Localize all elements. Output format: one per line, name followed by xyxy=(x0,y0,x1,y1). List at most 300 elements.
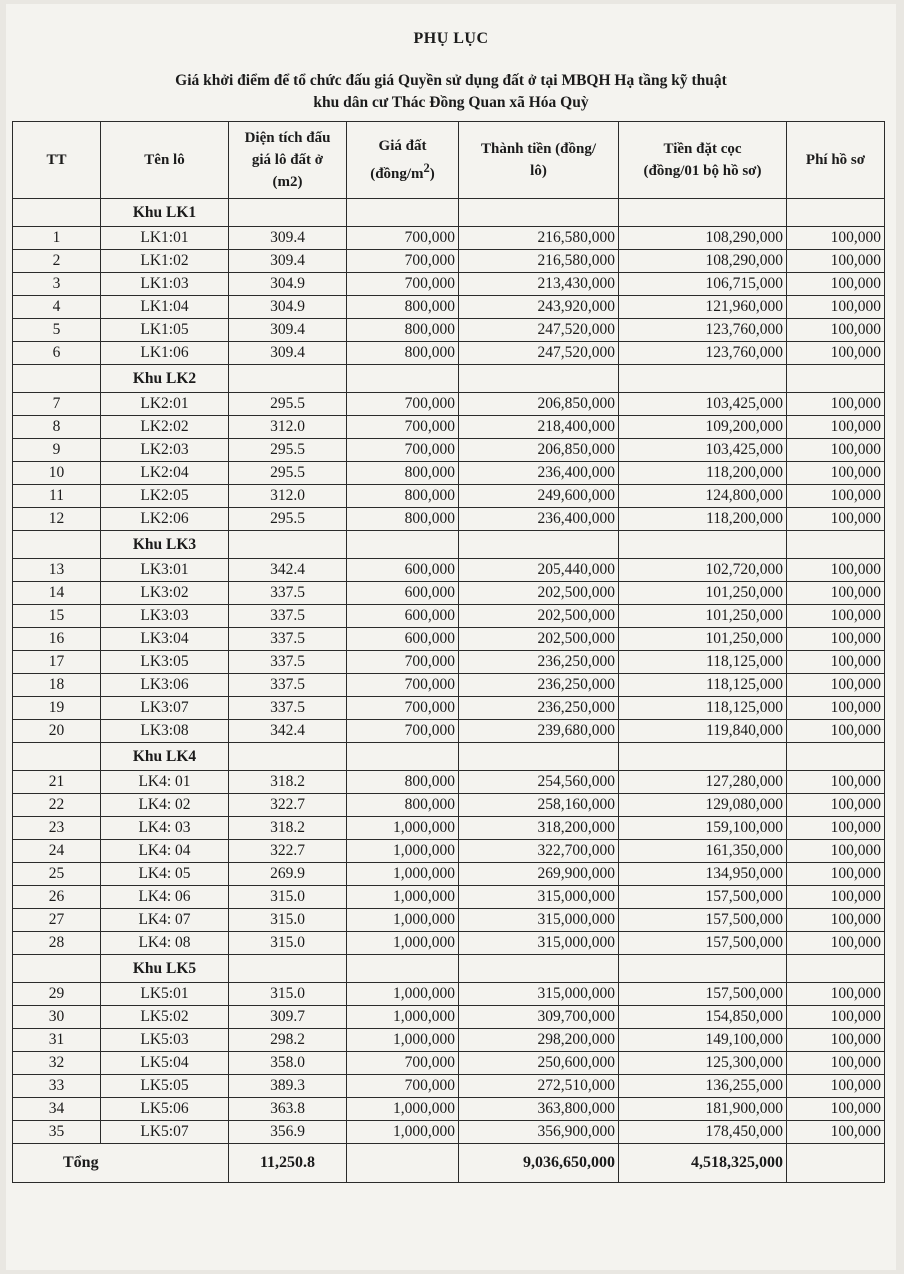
page-heading: PHỤ LỤC xyxy=(413,30,489,47)
cell-lot: LK1:05 xyxy=(101,319,229,342)
cell-price: 1,000,000 xyxy=(347,1121,459,1144)
zone-empty-cell xyxy=(459,365,619,393)
cell-amount: 315,000,000 xyxy=(459,886,619,909)
cell-tt: 1 xyxy=(13,227,101,250)
table-row xyxy=(13,794,885,817)
zone-name: Khu LK1 xyxy=(101,199,229,227)
zone-header-row xyxy=(13,531,885,559)
cell-area: 295.5 xyxy=(229,393,347,416)
cell-price: 700,000 xyxy=(347,393,459,416)
cell-lot: LK5:03 xyxy=(101,1029,229,1052)
document-page xyxy=(6,4,896,1270)
cell-deposit: 136,255,000 xyxy=(619,1075,787,1098)
cell-tt: 22 xyxy=(13,794,101,817)
cell-deposit: 125,300,000 xyxy=(619,1052,787,1075)
zone-header-row xyxy=(13,365,885,393)
cell-price: 700,000 xyxy=(347,439,459,462)
zone-empty-cell xyxy=(347,199,459,227)
cell-lot: LK5:05 xyxy=(101,1075,229,1098)
cell-deposit: 123,760,000 xyxy=(619,319,787,342)
cell-deposit: 161,350,000 xyxy=(619,840,787,863)
zone-empty-cell xyxy=(13,531,101,559)
table-row xyxy=(13,605,885,628)
table-row xyxy=(13,250,885,273)
cell-area: 304.9 xyxy=(229,273,347,296)
cell-area: 337.5 xyxy=(229,651,347,674)
total-row xyxy=(13,1144,885,1183)
table-body xyxy=(13,199,885,1144)
cell-amount: 298,200,000 xyxy=(459,1029,619,1052)
cell-tt: 20 xyxy=(13,720,101,743)
cell-deposit: 181,900,000 xyxy=(619,1098,787,1121)
cell-price: 1,000,000 xyxy=(347,840,459,863)
table-row xyxy=(13,393,885,416)
table-row xyxy=(13,319,885,342)
cell-tt: 26 xyxy=(13,886,101,909)
cell-area: 304.9 xyxy=(229,296,347,319)
cell-deposit: 108,290,000 xyxy=(619,227,787,250)
table-row xyxy=(13,932,885,955)
cell-lot: LK4: 06 xyxy=(101,886,229,909)
zone-empty-cell xyxy=(787,531,885,559)
zone-name: Khu LK2 xyxy=(101,365,229,393)
cell-lot: LK3:07 xyxy=(101,697,229,720)
zone-name: Khu LK3 xyxy=(101,531,229,559)
cell-fee: 100,000 xyxy=(787,416,885,439)
cell-fee: 100,000 xyxy=(787,932,885,955)
cell-tt: 33 xyxy=(13,1075,101,1098)
cell-fee: 100,000 xyxy=(787,1029,885,1052)
table-row xyxy=(13,227,885,250)
cell-amount: 206,850,000 xyxy=(459,439,619,462)
cell-tt: 6 xyxy=(13,342,101,365)
col-header-deposit: Tiền đặt cọc (đồng/01 bộ hồ sơ) xyxy=(619,122,787,199)
cell-lot: LK5:06 xyxy=(101,1098,229,1121)
cell-deposit: 157,500,000 xyxy=(619,932,787,955)
cell-lot: LK4: 04 xyxy=(101,840,229,863)
cell-area: 358.0 xyxy=(229,1052,347,1075)
cell-tt: 19 xyxy=(13,697,101,720)
cell-amount: 206,850,000 xyxy=(459,393,619,416)
cell-fee: 100,000 xyxy=(787,651,885,674)
zone-empty-cell xyxy=(787,199,885,227)
cell-area: 315.0 xyxy=(229,932,347,955)
cell-price: 700,000 xyxy=(347,250,459,273)
zone-empty-cell xyxy=(347,531,459,559)
zone-empty-cell xyxy=(619,743,787,771)
zone-name: Khu LK5 xyxy=(101,955,229,983)
cell-tt: 23 xyxy=(13,817,101,840)
cell-lot: LK4: 02 xyxy=(101,794,229,817)
table-row xyxy=(13,674,885,697)
total-price-empty xyxy=(347,1144,459,1183)
cell-fee: 100,000 xyxy=(787,605,885,628)
cell-fee: 100,000 xyxy=(787,250,885,273)
cell-fee: 100,000 xyxy=(787,296,885,319)
table-row xyxy=(13,485,885,508)
col-header-lot: Tên lô xyxy=(101,122,229,199)
cell-area: 295.5 xyxy=(229,508,347,531)
cell-lot: LK2:03 xyxy=(101,439,229,462)
cell-amount: 315,000,000 xyxy=(459,909,619,932)
table-row xyxy=(13,508,885,531)
cell-price: 800,000 xyxy=(347,508,459,531)
cell-amount: 205,440,000 xyxy=(459,559,619,582)
subtitle-line-2: khu dân cư Thác Đồng Quan xã Hóa Quỳ xyxy=(313,94,589,111)
cell-lot: LK1:06 xyxy=(101,342,229,365)
cell-amount: 236,250,000 xyxy=(459,697,619,720)
col-header-tt: TT xyxy=(13,122,101,199)
cell-lot: LK4: 01 xyxy=(101,771,229,794)
cell-tt: 25 xyxy=(13,863,101,886)
cell-price: 800,000 xyxy=(347,794,459,817)
cell-area: 295.5 xyxy=(229,462,347,485)
cell-deposit: 127,280,000 xyxy=(619,771,787,794)
cell-amount: 243,920,000 xyxy=(459,296,619,319)
cell-deposit: 134,950,000 xyxy=(619,863,787,886)
col-header-amount: Thành tiền (đồng/ lô) xyxy=(459,122,619,199)
zone-empty-cell xyxy=(13,365,101,393)
cell-deposit: 157,500,000 xyxy=(619,886,787,909)
cell-lot: LK5:07 xyxy=(101,1121,229,1144)
zone-empty-cell xyxy=(459,199,619,227)
cell-deposit: 159,100,000 xyxy=(619,817,787,840)
table-row xyxy=(13,1006,885,1029)
cell-area: 269.9 xyxy=(229,863,347,886)
cell-amount: 202,500,000 xyxy=(459,582,619,605)
cell-price: 800,000 xyxy=(347,771,459,794)
cell-lot: LK4: 07 xyxy=(101,909,229,932)
cell-amount: 236,250,000 xyxy=(459,674,619,697)
cell-amount: 247,520,000 xyxy=(459,319,619,342)
cell-amount: 216,580,000 xyxy=(459,227,619,250)
cell-area: 337.5 xyxy=(229,674,347,697)
zone-header-row xyxy=(13,199,885,227)
table-row xyxy=(13,273,885,296)
cell-area: 318.2 xyxy=(229,817,347,840)
zone-header-row xyxy=(13,955,885,983)
cell-fee: 100,000 xyxy=(787,462,885,485)
cell-price: 1,000,000 xyxy=(347,1006,459,1029)
cell-lot: LK1:01 xyxy=(101,227,229,250)
table-row xyxy=(13,697,885,720)
table-row xyxy=(13,720,885,743)
table-row xyxy=(13,342,885,365)
cell-tt: 13 xyxy=(13,559,101,582)
cell-area: 298.2 xyxy=(229,1029,347,1052)
cell-amount: 250,600,000 xyxy=(459,1052,619,1075)
cell-lot: LK3:03 xyxy=(101,605,229,628)
cell-fee: 100,000 xyxy=(787,909,885,932)
cell-area: 312.0 xyxy=(229,485,347,508)
cell-lot: LK1:03 xyxy=(101,273,229,296)
cell-lot: LK3:04 xyxy=(101,628,229,651)
total-area: 11,250.8 xyxy=(229,1144,347,1183)
cell-amount: 272,510,000 xyxy=(459,1075,619,1098)
cell-price: 700,000 xyxy=(347,674,459,697)
cell-lot: LK5:01 xyxy=(101,983,229,1006)
cell-deposit: 101,250,000 xyxy=(619,628,787,651)
cell-area: 315.0 xyxy=(229,983,347,1006)
cell-price: 1,000,000 xyxy=(347,863,459,886)
zone-empty-cell xyxy=(229,743,347,771)
table-row xyxy=(13,628,885,651)
cell-lot: LK3:02 xyxy=(101,582,229,605)
zone-empty-cell xyxy=(619,199,787,227)
cell-price: 1,000,000 xyxy=(347,932,459,955)
table-row xyxy=(13,559,885,582)
cell-tt: 9 xyxy=(13,439,101,462)
cell-lot: LK3:05 xyxy=(101,651,229,674)
cell-price: 600,000 xyxy=(347,559,459,582)
cell-area: 342.4 xyxy=(229,559,347,582)
cell-fee: 100,000 xyxy=(787,983,885,1006)
cell-tt: 21 xyxy=(13,771,101,794)
cell-lot: LK3:01 xyxy=(101,559,229,582)
cell-lot: LK2:04 xyxy=(101,462,229,485)
zone-empty-cell xyxy=(229,199,347,227)
cell-deposit: 109,200,000 xyxy=(619,416,787,439)
cell-tt: 14 xyxy=(13,582,101,605)
cell-area: 363.8 xyxy=(229,1098,347,1121)
cell-lot: LK2:05 xyxy=(101,485,229,508)
table-row xyxy=(13,1121,885,1144)
cell-lot: LK5:04 xyxy=(101,1052,229,1075)
cell-amount: 315,000,000 xyxy=(459,983,619,1006)
cell-area: 309.4 xyxy=(229,227,347,250)
cell-fee: 100,000 xyxy=(787,485,885,508)
cell-area: 337.5 xyxy=(229,697,347,720)
cell-tt: 12 xyxy=(13,508,101,531)
cell-lot: LK4: 05 xyxy=(101,863,229,886)
cell-amount: 356,900,000 xyxy=(459,1121,619,1144)
cell-tt: 15 xyxy=(13,605,101,628)
cell-fee: 100,000 xyxy=(787,273,885,296)
cell-area: 356.9 xyxy=(229,1121,347,1144)
cell-deposit: 101,250,000 xyxy=(619,605,787,628)
cell-lot: LK2:06 xyxy=(101,508,229,531)
zone-empty-cell xyxy=(459,955,619,983)
cell-tt: 29 xyxy=(13,983,101,1006)
zone-empty-cell xyxy=(787,743,885,771)
cell-deposit: 129,080,000 xyxy=(619,794,787,817)
cell-deposit: 106,715,000 xyxy=(619,273,787,296)
cell-price: 700,000 xyxy=(347,720,459,743)
cell-deposit: 101,250,000 xyxy=(619,582,787,605)
cell-area: 312.0 xyxy=(229,416,347,439)
zone-empty-cell xyxy=(229,365,347,393)
cell-price: 1,000,000 xyxy=(347,886,459,909)
cell-fee: 100,000 xyxy=(787,771,885,794)
table-row xyxy=(13,863,885,886)
cell-price: 800,000 xyxy=(347,319,459,342)
cell-price: 700,000 xyxy=(347,416,459,439)
cell-amount: 202,500,000 xyxy=(459,628,619,651)
cell-amount: 309,700,000 xyxy=(459,1006,619,1029)
cell-amount: 236,400,000 xyxy=(459,462,619,485)
cell-deposit: 124,800,000 xyxy=(619,485,787,508)
cell-price: 800,000 xyxy=(347,296,459,319)
col-header-fee: Phí hồ sơ xyxy=(787,122,885,199)
table-row xyxy=(13,909,885,932)
cell-area: 309.4 xyxy=(229,250,347,273)
cell-fee: 100,000 xyxy=(787,342,885,365)
table-row xyxy=(13,1098,885,1121)
cell-price: 700,000 xyxy=(347,1052,459,1075)
cell-deposit: 118,125,000 xyxy=(619,674,787,697)
cell-price: 700,000 xyxy=(347,227,459,250)
cell-price: 700,000 xyxy=(347,651,459,674)
cell-deposit: 154,850,000 xyxy=(619,1006,787,1029)
zone-name: Khu LK4 xyxy=(101,743,229,771)
zone-empty-cell xyxy=(619,955,787,983)
cell-area: 337.5 xyxy=(229,628,347,651)
zone-empty-cell xyxy=(619,531,787,559)
cell-tt: 16 xyxy=(13,628,101,651)
cell-price: 1,000,000 xyxy=(347,817,459,840)
table-row xyxy=(13,817,885,840)
cell-area: 309.7 xyxy=(229,1006,347,1029)
cell-fee: 100,000 xyxy=(787,840,885,863)
cell-amount: 269,900,000 xyxy=(459,863,619,886)
zone-empty-cell xyxy=(13,955,101,983)
cell-price: 600,000 xyxy=(347,582,459,605)
cell-area: 337.5 xyxy=(229,582,347,605)
cell-fee: 100,000 xyxy=(787,794,885,817)
cell-area: 337.5 xyxy=(229,605,347,628)
table-header-row xyxy=(13,122,885,199)
cell-area: 295.5 xyxy=(229,439,347,462)
table-row xyxy=(13,886,885,909)
zone-empty-cell xyxy=(459,531,619,559)
cell-area: 322.7 xyxy=(229,840,347,863)
cell-area: 389.3 xyxy=(229,1075,347,1098)
cell-fee: 100,000 xyxy=(787,508,885,531)
cell-deposit: 118,200,000 xyxy=(619,462,787,485)
cell-price: 800,000 xyxy=(347,485,459,508)
cell-tt: 11 xyxy=(13,485,101,508)
cell-fee: 100,000 xyxy=(787,1052,885,1075)
zone-empty-cell xyxy=(619,365,787,393)
cell-area: 342.4 xyxy=(229,720,347,743)
cell-tt: 30 xyxy=(13,1006,101,1029)
cell-price: 1,000,000 xyxy=(347,1029,459,1052)
zone-empty-cell xyxy=(787,365,885,393)
col-header-area: Diện tích đấu giá lô đất ở (m2) xyxy=(229,122,347,199)
cell-deposit: 123,760,000 xyxy=(619,342,787,365)
zone-empty-cell xyxy=(347,955,459,983)
cell-fee: 100,000 xyxy=(787,319,885,342)
cell-price: 700,000 xyxy=(347,1075,459,1098)
cell-tt: 4 xyxy=(13,296,101,319)
cell-price: 1,000,000 xyxy=(347,1098,459,1121)
table-row xyxy=(13,416,885,439)
table-row xyxy=(13,983,885,1006)
cell-tt: 8 xyxy=(13,416,101,439)
cell-fee: 100,000 xyxy=(787,697,885,720)
zone-empty-cell xyxy=(347,365,459,393)
total-amount: 9,036,650,000 xyxy=(459,1144,619,1183)
cell-fee: 100,000 xyxy=(787,582,885,605)
zone-empty-cell xyxy=(347,743,459,771)
cell-fee: 100,000 xyxy=(787,674,885,697)
cell-deposit: 108,290,000 xyxy=(619,250,787,273)
cell-fee: 100,000 xyxy=(787,439,885,462)
page-subtitle xyxy=(66,70,836,114)
cell-fee: 100,000 xyxy=(787,393,885,416)
cell-tt: 34 xyxy=(13,1098,101,1121)
cell-price: 1,000,000 xyxy=(347,983,459,1006)
cell-amount: 315,000,000 xyxy=(459,932,619,955)
cell-tt: 31 xyxy=(13,1029,101,1052)
cell-deposit: 157,500,000 xyxy=(619,909,787,932)
cell-area: 309.4 xyxy=(229,342,347,365)
cell-deposit: 157,500,000 xyxy=(619,983,787,1006)
cell-deposit: 118,125,000 xyxy=(619,697,787,720)
cell-fee: 100,000 xyxy=(787,1006,885,1029)
cell-fee: 100,000 xyxy=(787,720,885,743)
table-row xyxy=(13,1052,885,1075)
cell-price: 600,000 xyxy=(347,605,459,628)
cell-fee: 100,000 xyxy=(787,863,885,886)
cell-amount: 213,430,000 xyxy=(459,273,619,296)
cell-amount: 363,800,000 xyxy=(459,1098,619,1121)
cell-deposit: 121,960,000 xyxy=(619,296,787,319)
table-row xyxy=(13,1075,885,1098)
cell-tt: 3 xyxy=(13,273,101,296)
cell-tt: 28 xyxy=(13,932,101,955)
cell-amount: 202,500,000 xyxy=(459,605,619,628)
cell-tt: 7 xyxy=(13,393,101,416)
cell-price: 1,000,000 xyxy=(347,909,459,932)
table-row xyxy=(13,651,885,674)
cell-fee: 100,000 xyxy=(787,559,885,582)
cell-area: 322.7 xyxy=(229,794,347,817)
table-row xyxy=(13,462,885,485)
cell-fee: 100,000 xyxy=(787,817,885,840)
cell-lot: LK4: 03 xyxy=(101,817,229,840)
cell-area: 309.4 xyxy=(229,319,347,342)
cell-fee: 100,000 xyxy=(787,886,885,909)
cell-deposit: 118,125,000 xyxy=(619,651,787,674)
zone-empty-cell xyxy=(13,199,101,227)
total-fee-empty xyxy=(787,1144,885,1183)
zone-empty-cell xyxy=(13,743,101,771)
cell-fee: 100,000 xyxy=(787,227,885,250)
table-row xyxy=(13,1029,885,1052)
cell-tt: 18 xyxy=(13,674,101,697)
cell-lot: LK3:06 xyxy=(101,674,229,697)
cell-lot: LK2:01 xyxy=(101,393,229,416)
cell-deposit: 118,200,000 xyxy=(619,508,787,531)
cell-price: 700,000 xyxy=(347,697,459,720)
cell-lot: LK3:08 xyxy=(101,720,229,743)
cell-deposit: 119,840,000 xyxy=(619,720,787,743)
cell-amount: 249,600,000 xyxy=(459,485,619,508)
zone-header-row xyxy=(13,743,885,771)
cell-amount: 254,560,000 xyxy=(459,771,619,794)
cell-lot: LK5:02 xyxy=(101,1006,229,1029)
price-table xyxy=(12,121,885,1183)
cell-price: 600,000 xyxy=(347,628,459,651)
cell-lot: LK2:02 xyxy=(101,416,229,439)
cell-deposit: 103,425,000 xyxy=(619,393,787,416)
subtitle-line-1: Giá khởi điểm để tổ chức đấu giá Quyền sử dụng đất ở tại MBQH Hạ tầng kỹ thuật xyxy=(175,72,727,89)
cell-lot: LK1:02 xyxy=(101,250,229,273)
cell-amount: 322,700,000 xyxy=(459,840,619,863)
cell-deposit: 178,450,000 xyxy=(619,1121,787,1144)
col-header-price: Giá đất $(đồng/m^2)$ xyxy=(347,122,459,199)
